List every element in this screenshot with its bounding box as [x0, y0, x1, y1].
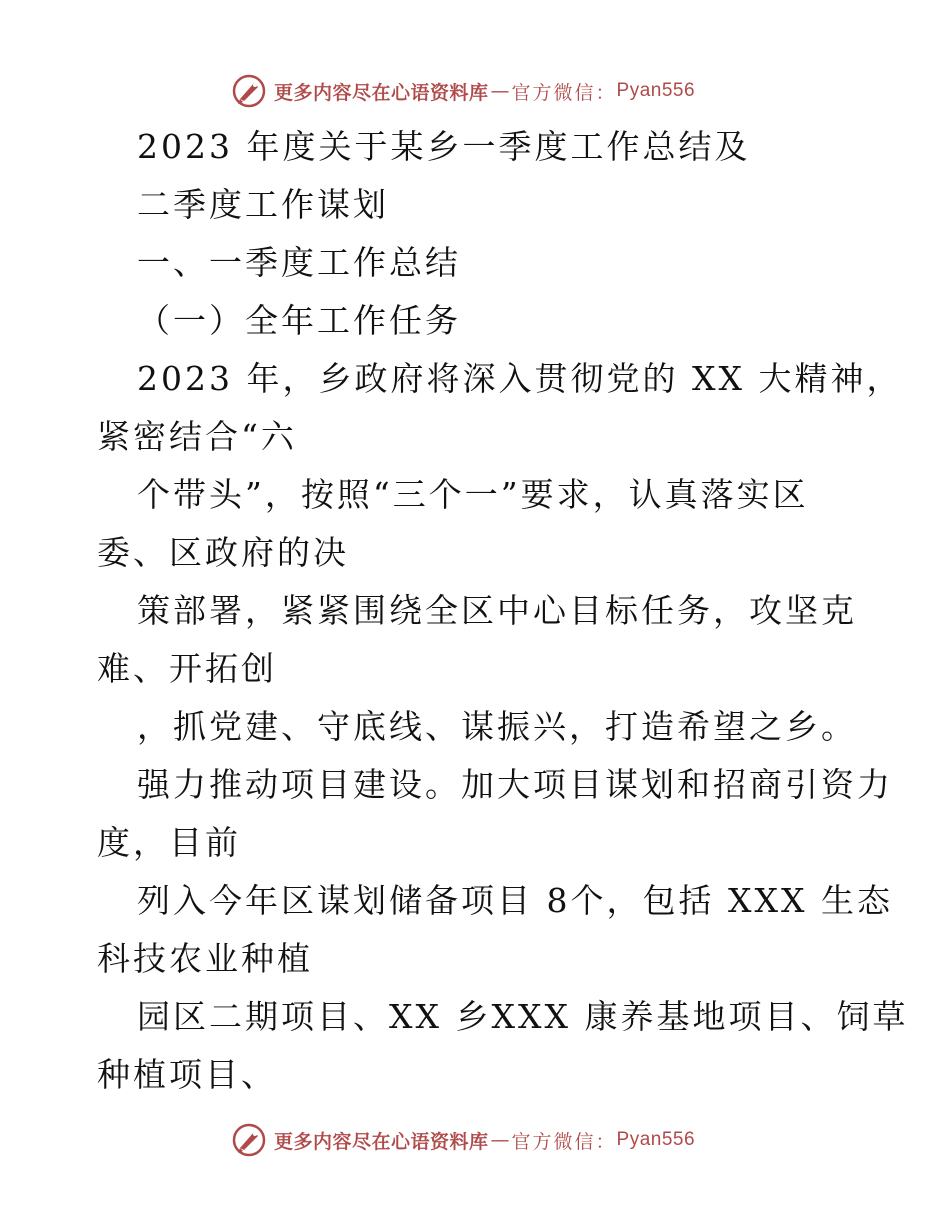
document-body	[97, 118, 909, 1104]
paragraph-line: 难、开拓创	[97, 649, 277, 688]
watermark-footer	[232, 1120, 752, 1160]
title-line-2: 二季度工作谋划	[137, 185, 389, 224]
watermark-wechat-label: 官方微信：	[511, 1130, 617, 1153]
paragraph-line: ，抓党建、守底线、谋振兴，打造希望之乡。	[137, 707, 857, 746]
paragraph-line: 强力推动项目建设。加大项目谋划和招商引资力	[137, 765, 893, 804]
paragraph-line: 度，目前	[97, 823, 241, 862]
watermark-header	[232, 71, 752, 111]
paragraph-line: 园区二期项目、XX 乡XXX 康养基地项目、饲草	[137, 997, 909, 1036]
section-heading: 一、一季度工作总结	[137, 243, 461, 282]
watermark-wechat-label: 官方微信：	[511, 81, 617, 104]
paragraph-line: 紧密结合“六	[97, 417, 297, 456]
logo-pen-icon	[232, 74, 266, 108]
watermark-dash: —	[490, 80, 510, 102]
subsection-heading: （一）全年工作任务	[137, 301, 461, 340]
logo-pen-icon	[232, 1123, 266, 1157]
paragraph-line: 策部署，紧紧围绕全区中心目标任务，攻坚克	[137, 591, 857, 630]
title-line-1: 2023 年度关于某乡一季度工作总结及	[137, 127, 751, 166]
paragraph-line: 2023 年，乡政府将深入贯彻党的 XX 大精神，	[137, 359, 903, 398]
watermark-wechat-id: Pyan556	[616, 1129, 696, 1150]
paragraph-line: 委、区政府的决	[97, 533, 349, 572]
watermark-dash: —	[490, 1129, 510, 1151]
watermark-wechat-id: Pyan556	[616, 80, 696, 101]
paragraph-line: 个带头”，按照“三个一”要求，认真落实区	[137, 475, 809, 514]
paragraph-line: 种植项目、	[97, 1055, 277, 1094]
paragraph-line: 科技农业种植	[97, 939, 313, 978]
watermark-main-text: 更多内容尽在心语资料库	[274, 81, 489, 104]
watermark-main-text: 更多内容尽在心语资料库	[274, 1130, 489, 1153]
paragraph-line: 列入今年区谋划储备项目 8个，包括 XXX 生态	[137, 881, 893, 920]
